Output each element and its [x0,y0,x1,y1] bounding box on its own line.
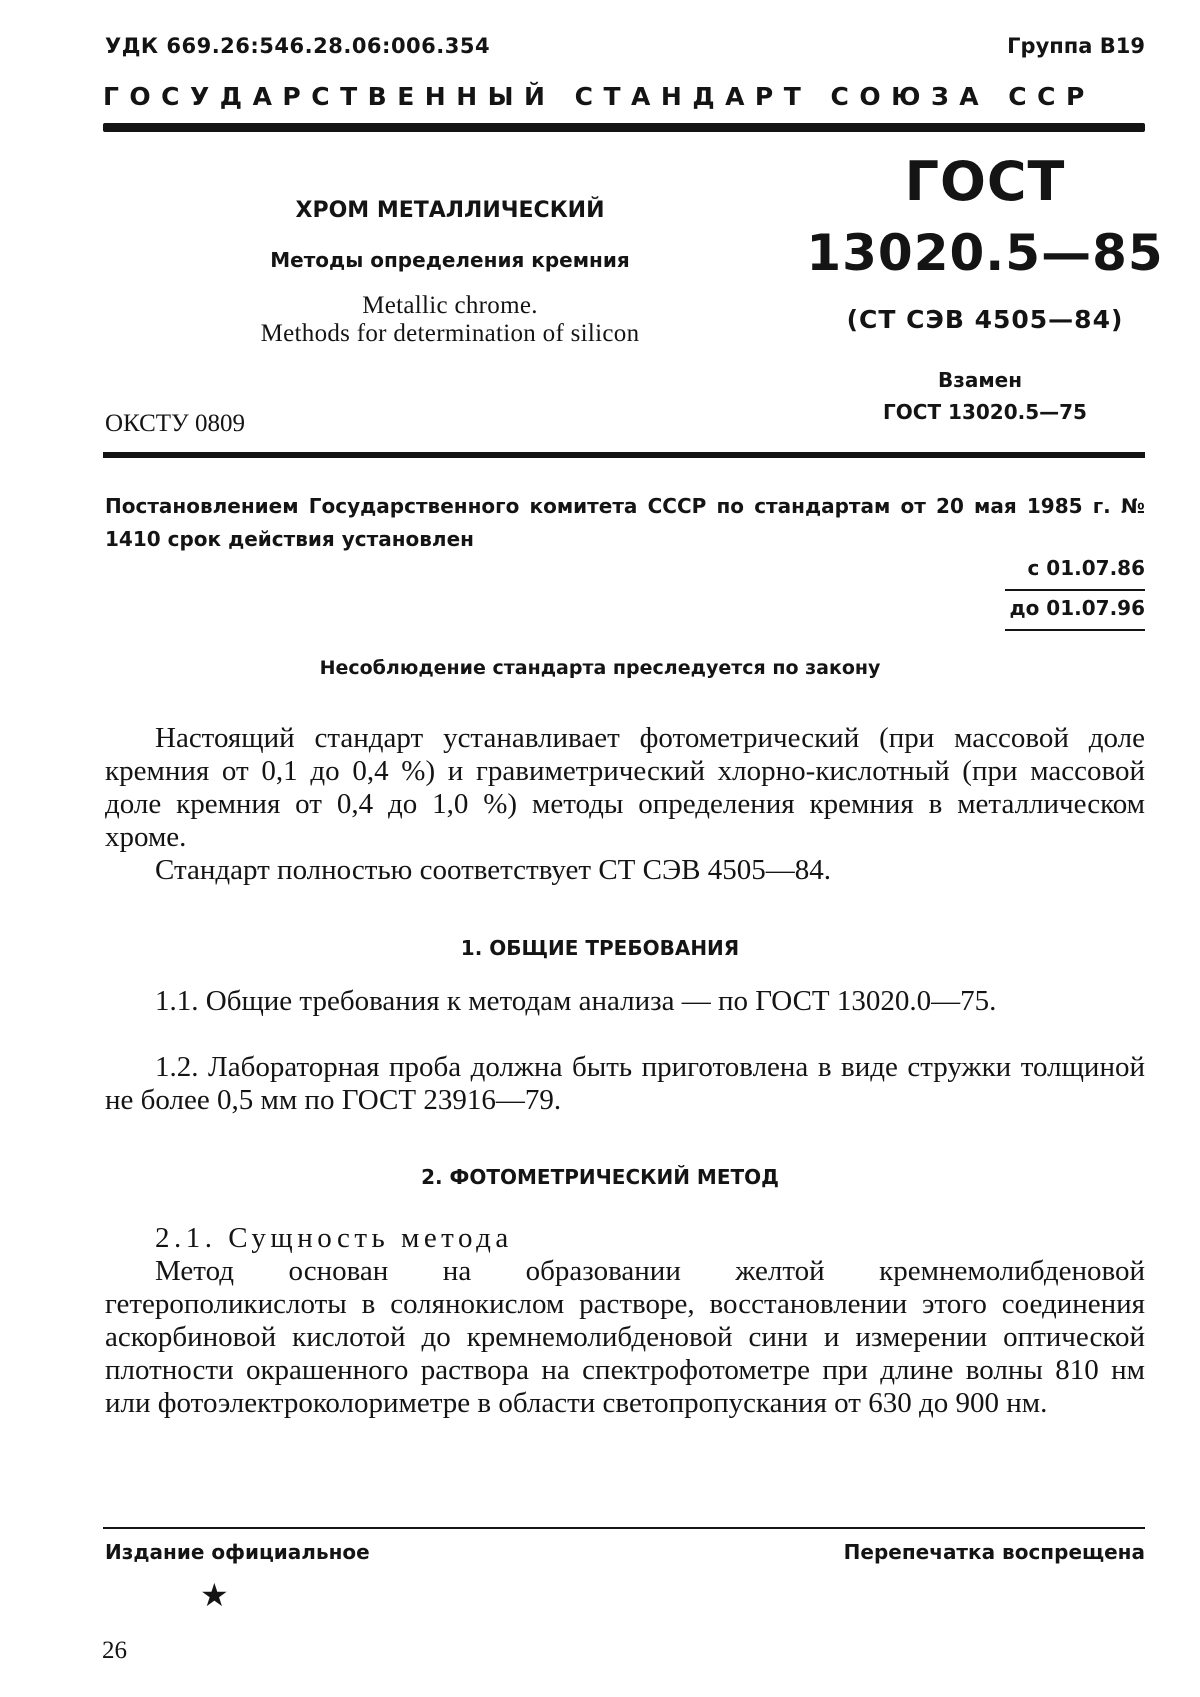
footer-rule [103,1527,1145,1529]
gost-label: ГОСТ [904,150,1066,213]
validity-underline [1005,629,1145,631]
valid-from-date: с 01.07.86 [1027,556,1145,580]
document-subtitle: Методы определения кремния [270,248,630,272]
clause-1-1: 1.1. Общие требования к методам анализа — по ГОСТ 13020.0—75. [155,985,997,1017]
replaces-label: Взамен [937,368,1023,392]
gost-number: 13020.5—85 [806,224,1164,282]
intro-paragraph: Настоящий стандарт устанавливает фотометрический (при массовой доле кремния от 0,1 до 0,4 %) и гравиметрический хлорно-кислотный (при массовой доле кремния от 0,4 до 1,0 %) методы определения кремния в металлическом хроме. [105,722,1145,853]
reprint-prohibited-label: Перепечатка воспрещена [843,1540,1145,1564]
decree-text: Постановлением Государственного комитета СССР по стандартам от 20 мая 1985 г. № 1410 срок действия установлен [105,494,1145,551]
clause-2-1-text: Метод основан на образовании желтой кремнемолибденовой гетерополикислоты в солянокислом растворе, восстановлении этого соединения аскорбиновой кислотой до кремнемолибденовой сини и измерении оптической плотности окрашенного раствора на спектрофотометре при длине волны 810 нм или фотоэлектроколориметре в области светопропускания от 630 до 900 нм. [105,1255,1145,1419]
st-sev-reference: (СТ СЭВ 4505—84) [846,305,1124,334]
document-title: ХРОМ МЕТАЛЛИЧЕСКИЙ [295,198,605,223]
law-notice: Несоблюдение стандарта преследуется по закону [319,657,881,679]
section-thick-rule [103,452,1145,458]
valid-to-date: до 01.07.96 [1009,596,1145,620]
official-edition-label: Издание официальное [105,1540,370,1564]
conformity-paragraph: Стандарт полностью соответствует СТ СЭВ 4505—84. [155,854,831,886]
star-icon: ★ [200,1576,229,1614]
clause-1-2: 1.2. Лабораторная проба должна быть приготовлена в виде стружки толщиной не более 0,5 мм по ГОСТ 23916—79. [105,1051,1145,1116]
header-thick-rule [103,123,1145,132]
section-1-heading: 1. ОБЩИЕ ТРЕБОВАНИЯ [460,936,740,960]
section-2-heading: 2. ФОТОМЕТРИЧЕСКИЙ МЕТОД [421,1165,779,1189]
english-title-line-1: Metallic chrome. [362,292,538,319]
group-code: Группа В19 [1007,34,1145,58]
udk-code: УДК 669.26:546.28.06:006.354 [105,34,491,58]
clause-2-1-title: 2.1. Сущность метода [155,1222,513,1254]
validity-divider [1005,589,1145,591]
english-title-line-2: Methods for determination of silicon [260,320,640,347]
english-title [200,292,700,348]
state-standard-banner: ГОСУДАРСТВЕННЫЙ СТАНДАРТ СОЮЗА ССР [103,82,1095,111]
replaces-value: ГОСТ 13020.5—75 [883,400,1087,424]
page-number: 26 [102,1637,127,1664]
okstu-code: ОКСТУ 0809 [105,410,246,437]
